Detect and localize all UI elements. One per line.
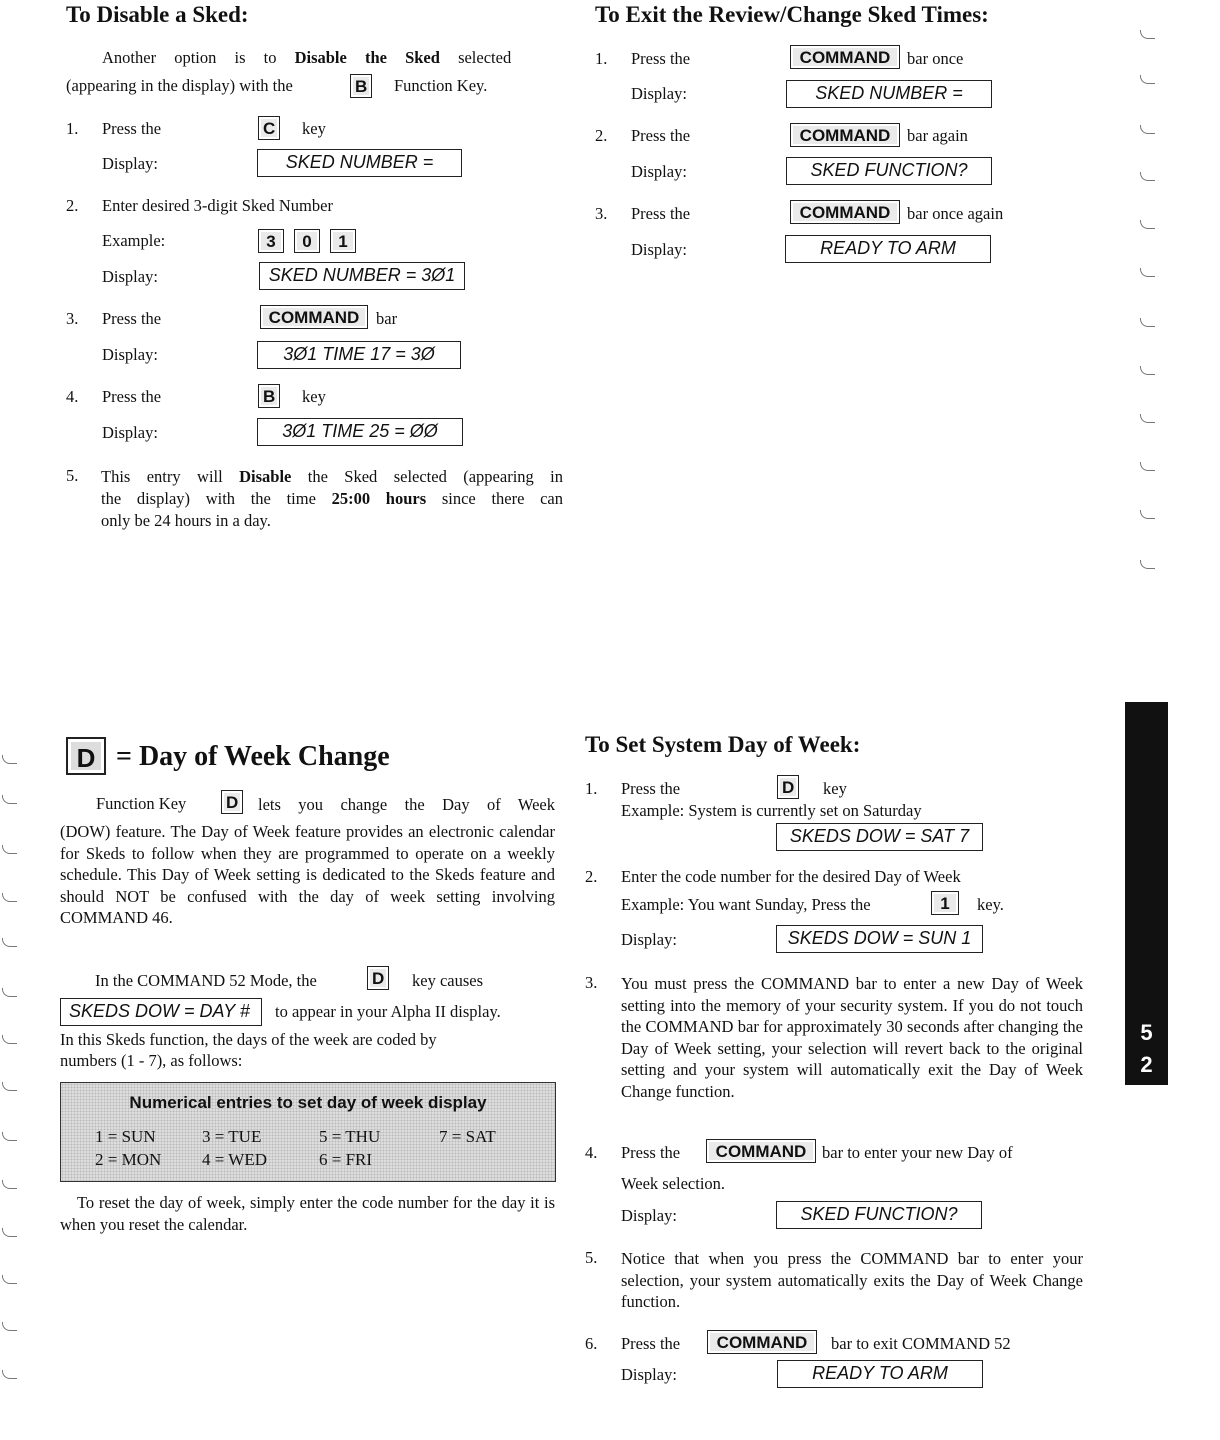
table-cell: 6 = FRI — [319, 1150, 373, 1169]
step-after: bar — [376, 309, 398, 328]
b-key[interactable]: B — [258, 384, 280, 408]
lcd-display: 3Ø1 TIME 17 = 3Ø — [257, 341, 461, 369]
dow-p2-b: key causes — [412, 971, 484, 990]
binding-mark — [1140, 220, 1155, 229]
table-cell: 4 = WED — [202, 1150, 267, 1169]
disable-intro-line2b: Function Key. — [394, 76, 488, 95]
display-label: Display: — [621, 1206, 677, 1225]
table-cell: 3 = TUE — [202, 1127, 262, 1146]
step-number: 2. — [66, 196, 79, 215]
step-after: key. — [977, 895, 1004, 914]
dow-p3-line2: numbers (1 - 7), as follows: — [60, 1051, 243, 1070]
lcd-display: SKED FUNCTION? — [786, 157, 992, 185]
lcd-display: SKEDS DOW = DAY # — [60, 998, 262, 1026]
tab-digit: 5 — [1140, 1020, 1153, 1045]
disable-intro-line1: Another option is to Disable the Sked selected — [102, 48, 512, 67]
example-text: Example: System is currently set on Saturday — [621, 801, 922, 820]
d-key[interactable]: D — [367, 966, 389, 990]
step-after: key — [823, 779, 847, 798]
lcd-display: SKED NUMBER = 3Ø1 — [259, 262, 465, 290]
exit-review-title: To Exit the Review/Change Sked Times: — [595, 2, 989, 27]
display-label: Display: — [102, 345, 158, 364]
digit-key-1[interactable]: 1 — [330, 229, 356, 253]
binding-mark — [2, 1082, 17, 1091]
digit-key-3[interactable]: 3 — [258, 229, 284, 253]
table-cell: 5 = THU — [319, 1127, 381, 1146]
step-number: 2. — [595, 126, 608, 145]
disable-sked-title: To Disable a Sked: — [66, 2, 249, 27]
dow-p4: To reset the day of week, simply enter the code number for the day it is when you reset the calendar. — [60, 1193, 555, 1234]
lcd-display: SKED NUMBER = — [786, 80, 992, 108]
step-label: Press the — [102, 309, 162, 328]
table-cell: 7 = SAT — [439, 1127, 496, 1146]
command-bar-key[interactable]: COMMAND — [790, 200, 900, 224]
step-number: 3. — [585, 973, 598, 992]
step-number: 2. — [585, 867, 598, 886]
command-bar-key[interactable]: COMMAND — [706, 1139, 816, 1163]
binding-mark — [2, 795, 17, 804]
dow-p2-a: In the COMMAND 52 Mode, the — [95, 971, 317, 990]
command-bar-key[interactable]: COMMAND — [790, 123, 900, 147]
binding-mark — [1140, 172, 1155, 181]
command-bar-key[interactable]: COMMAND — [707, 1330, 817, 1354]
binding-mark — [1140, 268, 1155, 277]
display-label: Display: — [631, 240, 687, 259]
command-bar-key[interactable]: COMMAND — [260, 305, 368, 329]
binding-mark — [1140, 366, 1155, 375]
lcd-display: 3Ø1 TIME 25 = ØØ — [257, 418, 463, 446]
step-number: 4. — [66, 387, 79, 406]
set-dow-title: To Set System Day of Week: — [585, 732, 861, 757]
binding-mark — [1140, 30, 1155, 39]
binding-mark — [2, 1370, 17, 1379]
step5-line2: the display) with the time 25:00 hours since there can — [101, 489, 564, 508]
display-label: Display: — [621, 1365, 677, 1384]
step-label: Press the — [631, 49, 691, 68]
step-after: bar to exit COMMAND 52 — [831, 1334, 1011, 1353]
binding-mark — [2, 893, 17, 902]
step-label: Press the — [631, 126, 691, 145]
binding-mark — [1140, 462, 1155, 471]
step-number: 5. — [585, 1248, 598, 1267]
step-text: Notice that when you press the COMMAND bar to enter your selection, your system automatically exits the Day of Week Change function. — [621, 1249, 1083, 1311]
lcd-display: READY TO ARM — [777, 1360, 983, 1388]
display-label: Display: — [621, 930, 677, 949]
lcd-display: SKED NUMBER = — [257, 149, 462, 177]
digit-key-0[interactable]: 0 — [294, 229, 320, 253]
dow-p3-line1: In this Skeds function, the days of the week are coded by — [60, 1030, 437, 1049]
display-label: Display: — [102, 154, 158, 173]
step-number: 6. — [585, 1334, 598, 1353]
c-key[interactable]: C — [258, 116, 280, 140]
step-number: 5. — [66, 466, 79, 485]
step5-line3: only be 24 hours in a day. — [101, 511, 271, 530]
step-after: bar again — [907, 126, 968, 145]
step5-line1: This entry will Disable the Sked selected (appearing in — [101, 467, 564, 486]
step-text: Enter the code number for the desired Day of Week — [621, 867, 961, 886]
step-label: Press the — [621, 1334, 681, 1353]
display-label: Display: — [102, 267, 158, 286]
table-title: Numerical entries to set day of week display — [129, 1093, 487, 1112]
step-number: 1. — [595, 49, 608, 68]
step-label: Press the — [621, 1143, 681, 1162]
step-text: Week selection. — [621, 1174, 726, 1193]
step-number: 1. — [66, 119, 79, 138]
step-after: key — [302, 387, 326, 406]
dow-p1-body: (DOW) feature. The Day of Week feature provides an electronic calendar for Skeds to follow when they are programmed to operate on a weekly schedule. This Day of Week setting is dedicated to the Skeds feature and should NOT be confused with the day of week setting involving COMMAND 46. — [60, 822, 555, 927]
binding-mark — [1140, 510, 1155, 519]
display-label: Display: — [631, 84, 687, 103]
step-after: key — [302, 119, 326, 138]
binding-mark — [2, 988, 17, 997]
binding-mark — [2, 755, 17, 764]
binding-mark — [1140, 75, 1155, 84]
disable-intro-line2a: (appearing in the display) with the — [66, 76, 293, 95]
section-tab[interactable] — [1125, 702, 1168, 1085]
dow-p1-b: lets you change the Day of Week — [258, 795, 555, 814]
binding-mark — [2, 845, 17, 854]
example-label: Example: — [102, 231, 166, 250]
step-label: Press the — [102, 119, 162, 138]
command-bar-key[interactable]: COMMAND — [790, 45, 900, 69]
binding-mark — [1140, 318, 1155, 327]
lcd-display: SKEDS DOW = SUN 1 — [776, 925, 983, 953]
binding-mark — [1140, 125, 1155, 134]
step-label: Press the — [102, 387, 162, 406]
step-after: bar once again — [907, 204, 1004, 223]
b-function-key[interactable]: B — [350, 74, 372, 98]
d-key[interactable]: D — [777, 775, 799, 799]
tab-digit: 2 — [1140, 1052, 1153, 1077]
example-text: Example: You want Sunday, Press the — [621, 895, 871, 914]
lcd-display: SKED FUNCTION? — [776, 1201, 982, 1229]
lcd-display: SKEDS DOW = SAT 7 — [776, 823, 983, 851]
step-label: Press the — [621, 779, 681, 798]
binding-mark — [2, 1322, 17, 1331]
d-function-key[interactable]: D — [221, 790, 243, 814]
binding-mark — [2, 938, 17, 947]
binding-mark — [1140, 560, 1155, 569]
binding-mark — [2, 1275, 17, 1284]
step-label: Press the — [631, 204, 691, 223]
binding-mark — [2, 1132, 17, 1141]
lcd-display: READY TO ARM — [785, 235, 991, 263]
binding-mark — [2, 1035, 17, 1044]
table-cell: 1 = SUN — [95, 1127, 156, 1146]
step-text: You must press the COMMAND bar to enter a new Day of Week setting into the memory of your security system. If you do not touch the COMMAND bar for approximately 30 seconds after changing the Day of Week setting, your selection will revert back to the original setting and your system will automatically exit the Day of Week Change function. — [621, 974, 1083, 1101]
binding-mark — [1140, 414, 1155, 423]
table-cell: 2 = MON — [95, 1150, 162, 1169]
binding-mark — [2, 1228, 17, 1237]
day-code-table — [60, 1082, 556, 1182]
dow-change-title: = Day of Week Change — [116, 741, 390, 772]
binding-mark — [2, 1180, 17, 1189]
dow-p1-a: Function Key — [96, 794, 187, 813]
step-number: 1. — [585, 779, 598, 798]
display-label: Display: — [102, 423, 158, 442]
dow-p2-c: to appear in your Alpha II display. — [275, 1002, 501, 1021]
step-number: 3. — [595, 204, 608, 223]
d-key-title-icon: D — [66, 737, 106, 775]
step-after: bar once — [907, 49, 964, 68]
step-number: 3. — [66, 309, 79, 328]
step-text: Enter desired 3-digit Sked Number — [102, 196, 333, 215]
step-number: 4. — [585, 1143, 598, 1162]
digit-key-1[interactable]: 1 — [931, 891, 959, 915]
display-label: Display: — [631, 162, 687, 181]
step-after: bar to enter your new Day of — [822, 1143, 1013, 1162]
